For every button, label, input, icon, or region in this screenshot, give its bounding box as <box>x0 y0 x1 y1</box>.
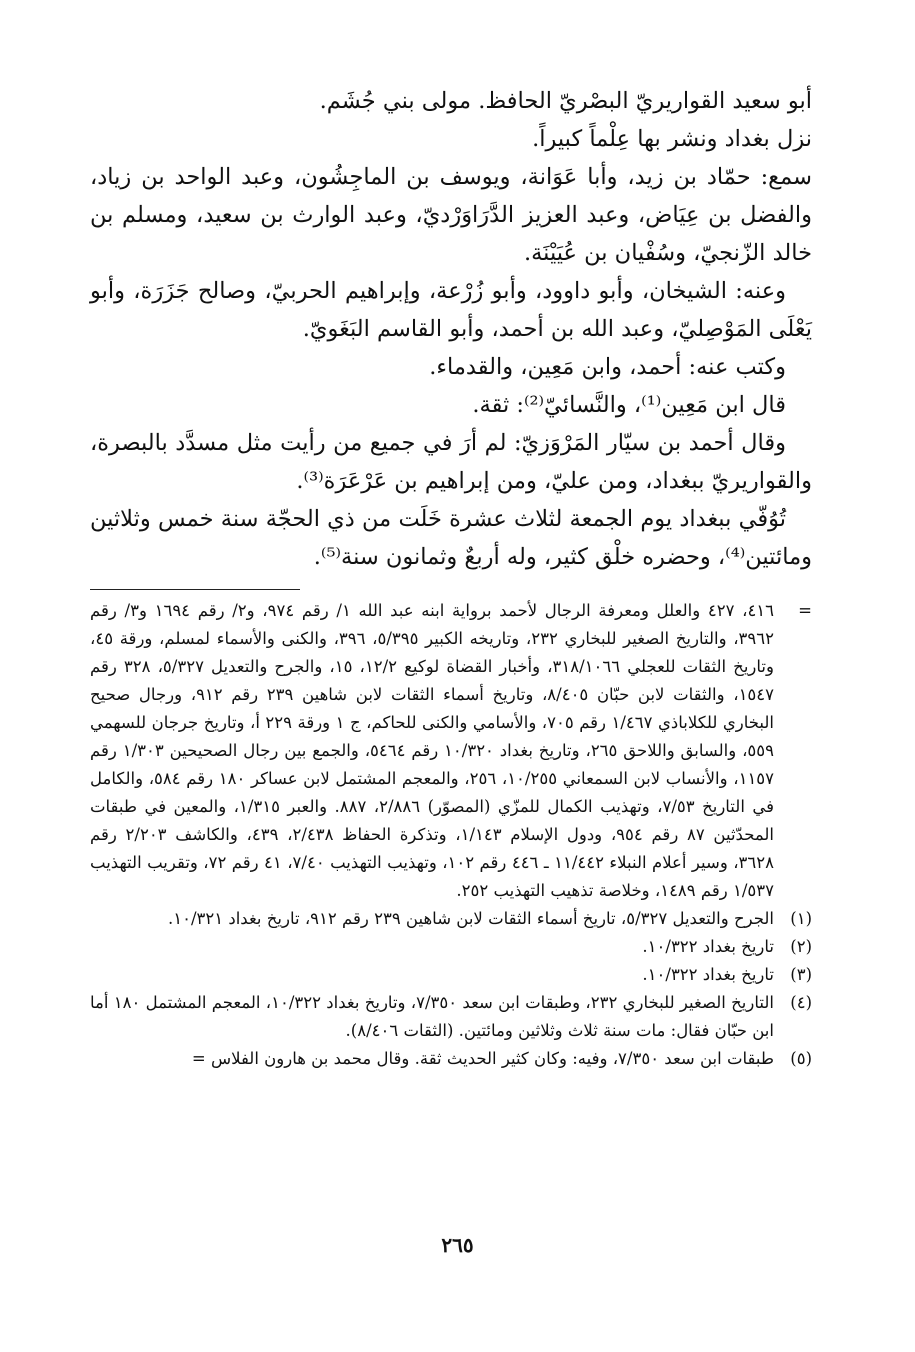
footnote-text: تاريخ بغداد ١٠/٣٢٢. <box>642 937 774 956</box>
footnote-4 <box>90 989 812 1045</box>
main-paragraph-3: سمع: حمّاد بن زيد، وأبا عَوَانة، ويوسف بن الماجِشُون، وعبد الواحد بن زياد، والفضل بن عِيَاض، وعبد العزيز الدَّرَاوَرْديّ، وعبد الوارث بن سعيد، ومسلم بن خالد الزّنجيّ، وسُفْيان بن عُيَيْنَة. <box>90 164 812 266</box>
footnote-text: الجرح والتعديل ٥/٣٢٧، تاريخ أسماء الثقات لابن شاهين ٢٣٩ رقم ٩١٢، تاريخ بغداد ١٠/٣٢١. <box>168 909 774 928</box>
footnote-marker: (٥) <box>790 1049 812 1068</box>
main-paragraph-7: وقال أحمد بن سيّار المَرْوَزيّ: لم أرَ في جميع من رأيت مثل مسدَّد بالبصرة، والقواريريّ ببغداد، ومن عليّ، ومن إبراهيم بن عَرْعَرَة⁽³⁾. <box>90 430 812 494</box>
footnote-text: تاريخ بغداد ١٠/٣٢٢. <box>642 965 774 984</box>
footnote-2 <box>90 933 812 961</box>
footnote-text: طبقات ابن سعد ٧/٣٥٠، وفيه: وكان كثير الحديث ثقة. وقال محمد بن هارون الفلاس = <box>191 1049 774 1068</box>
main-text <box>90 82 812 576</box>
footnote-text: التاريخ الصغير للبخاري ٢٣٢، وطبقات ابن سعد ٧/٣٥٠، وتاريخ بغداد ١٠/٣٢٢، المعجم المشتمل ١٨٠ أما ابن حبّان فقال: مات سنة ثلاث وثلاثين ومائتين. (الثقات ٨/٤٠٦). <box>90 993 774 1040</box>
footnote-marker: (٣) <box>790 965 812 984</box>
footnote-text: ٤١٦، ٤٢٧ والعلل ومعرفة الرجال لأحمد برواية ابنه عبد الله ١/ رقم ٩٧٤، و٢/ رقم ١٦٩٤ و٣/ رقم ٣٩٦٢، والتاريخ الصغير للبخاري ٢٣٢، وتاريخه الكبير ٥/٣٩٥، ٣٩٦، والكنى والأسماء لمسلم، ورقة ٤٥، وتاريخ الثقات للعجلي ٣١٨/١٠٦٦، وأخبار القضاة لوكيع ١٢/٢، ١٥، والجرح والتعديل ٥/٣٢٧، ٣٢٨ رقم ١٥٤٧، والثقات لابن حبّان ٨/٤٠٥، وتاريخ أسماء الثقات لابن شاهين ٢٣٩ رقم ٩١٢، ورجال صحيح البخاري للكلاباذي ١/٤٦٧ رقم ٧٠٥، والأسامي والكنى للحاكم، ج ١ ورقة ٢٢٩ أ، وتاريخ جرجان للسهمي ٥٥٩، والسابق واللاحق ٢٦٥، وتاريخ بغداد ١٠/٣٢٠ رقم ٥٤٦٤، والجمع بين رجال الصحيحين ١/٣٠٣ رقم ١١٥٧، والأنساب لابن السمعاني ١٠/٢٥٥، ٢٥٦، والمعجم المشتمل لابن عساكر ١٨٠ رقم ٥٨٤، والكامل في التاريخ ٧/٥٣، وتهذيب الكمال للمزّي (المصوّر) ٢/٨٨٦، ٨٨٧. والعبر ١/٣١٥، والمعين في طبقات المحدّثين ٨٧ رقم ٩٥٤، ودول الإسلام ١/١٤٣، وتذكرة الحفاظ ٢/٤٣٨، ٤٣٩، والكاشف ٢/٢٠٣ رقم ٣٦٢٨، وسير أعلام النبلاء ١١/٤٤٢ ـ ٤٤٦ رقم ١٠٢، وتهذيب التهذيب ٧/٤٠، ٤١ رقم ٧٢، وتقريب التهذيب ١/٥٣٧ رقم ١٤٨٩، وخلاصة تذهيب التهذيب ٢٥٢. <box>90 601 775 900</box>
footnote-separator <box>90 589 300 590</box>
main-paragraph-8: تُوُفّي ببغداد يوم الجمعة لثلاث عشرة خَلَت من ذي الحجّة سنة خمس وثلاثين ومائتين⁽⁴⁾، وحضره خلْق كثير، وله أربعٌ وثمانون سنة⁽⁵⁾. <box>90 506 812 570</box>
book-page <box>90 82 812 1073</box>
footnote-5 <box>90 1045 812 1073</box>
footnote-marker: (١) <box>790 909 812 928</box>
footnote-marker: (٢) <box>790 937 812 956</box>
main-paragraph-6: قال ابن مَعِين⁽¹⁾، والنَّسائيّ⁽²⁾: ثقة. <box>472 392 786 418</box>
footnote-marker: = <box>798 601 812 620</box>
main-paragraph-4: وعنه: الشيخان، وأبو داوود، وأبو زُرْعة، وإبراهيم الحربيّ، وصالح جَزَرَة، وأبو يَعْلَى المَوْصِليّ، وعبد الله بن أحمد، وأبو القاسم البَغَويّ. <box>90 278 812 342</box>
main-paragraph-2: نزل بغداد ونشر بها عِلْماً كبيراً. <box>532 126 812 152</box>
page-number: ٢٦٥ <box>441 1233 474 1257</box>
footnote-marker: (٤) <box>790 993 812 1012</box>
footnotes <box>90 597 812 1073</box>
footnote-continued <box>90 597 812 905</box>
footnote-3 <box>90 961 812 989</box>
main-paragraph-5: وكتب عنه: أحمد، وابن مَعِين، والقدماء. <box>429 354 786 380</box>
footnote-1 <box>90 905 812 933</box>
main-paragraph-1: أبو سعيد القواريريّ البصْريّ الحافظ. مولى بني جُشَم. <box>319 88 812 114</box>
